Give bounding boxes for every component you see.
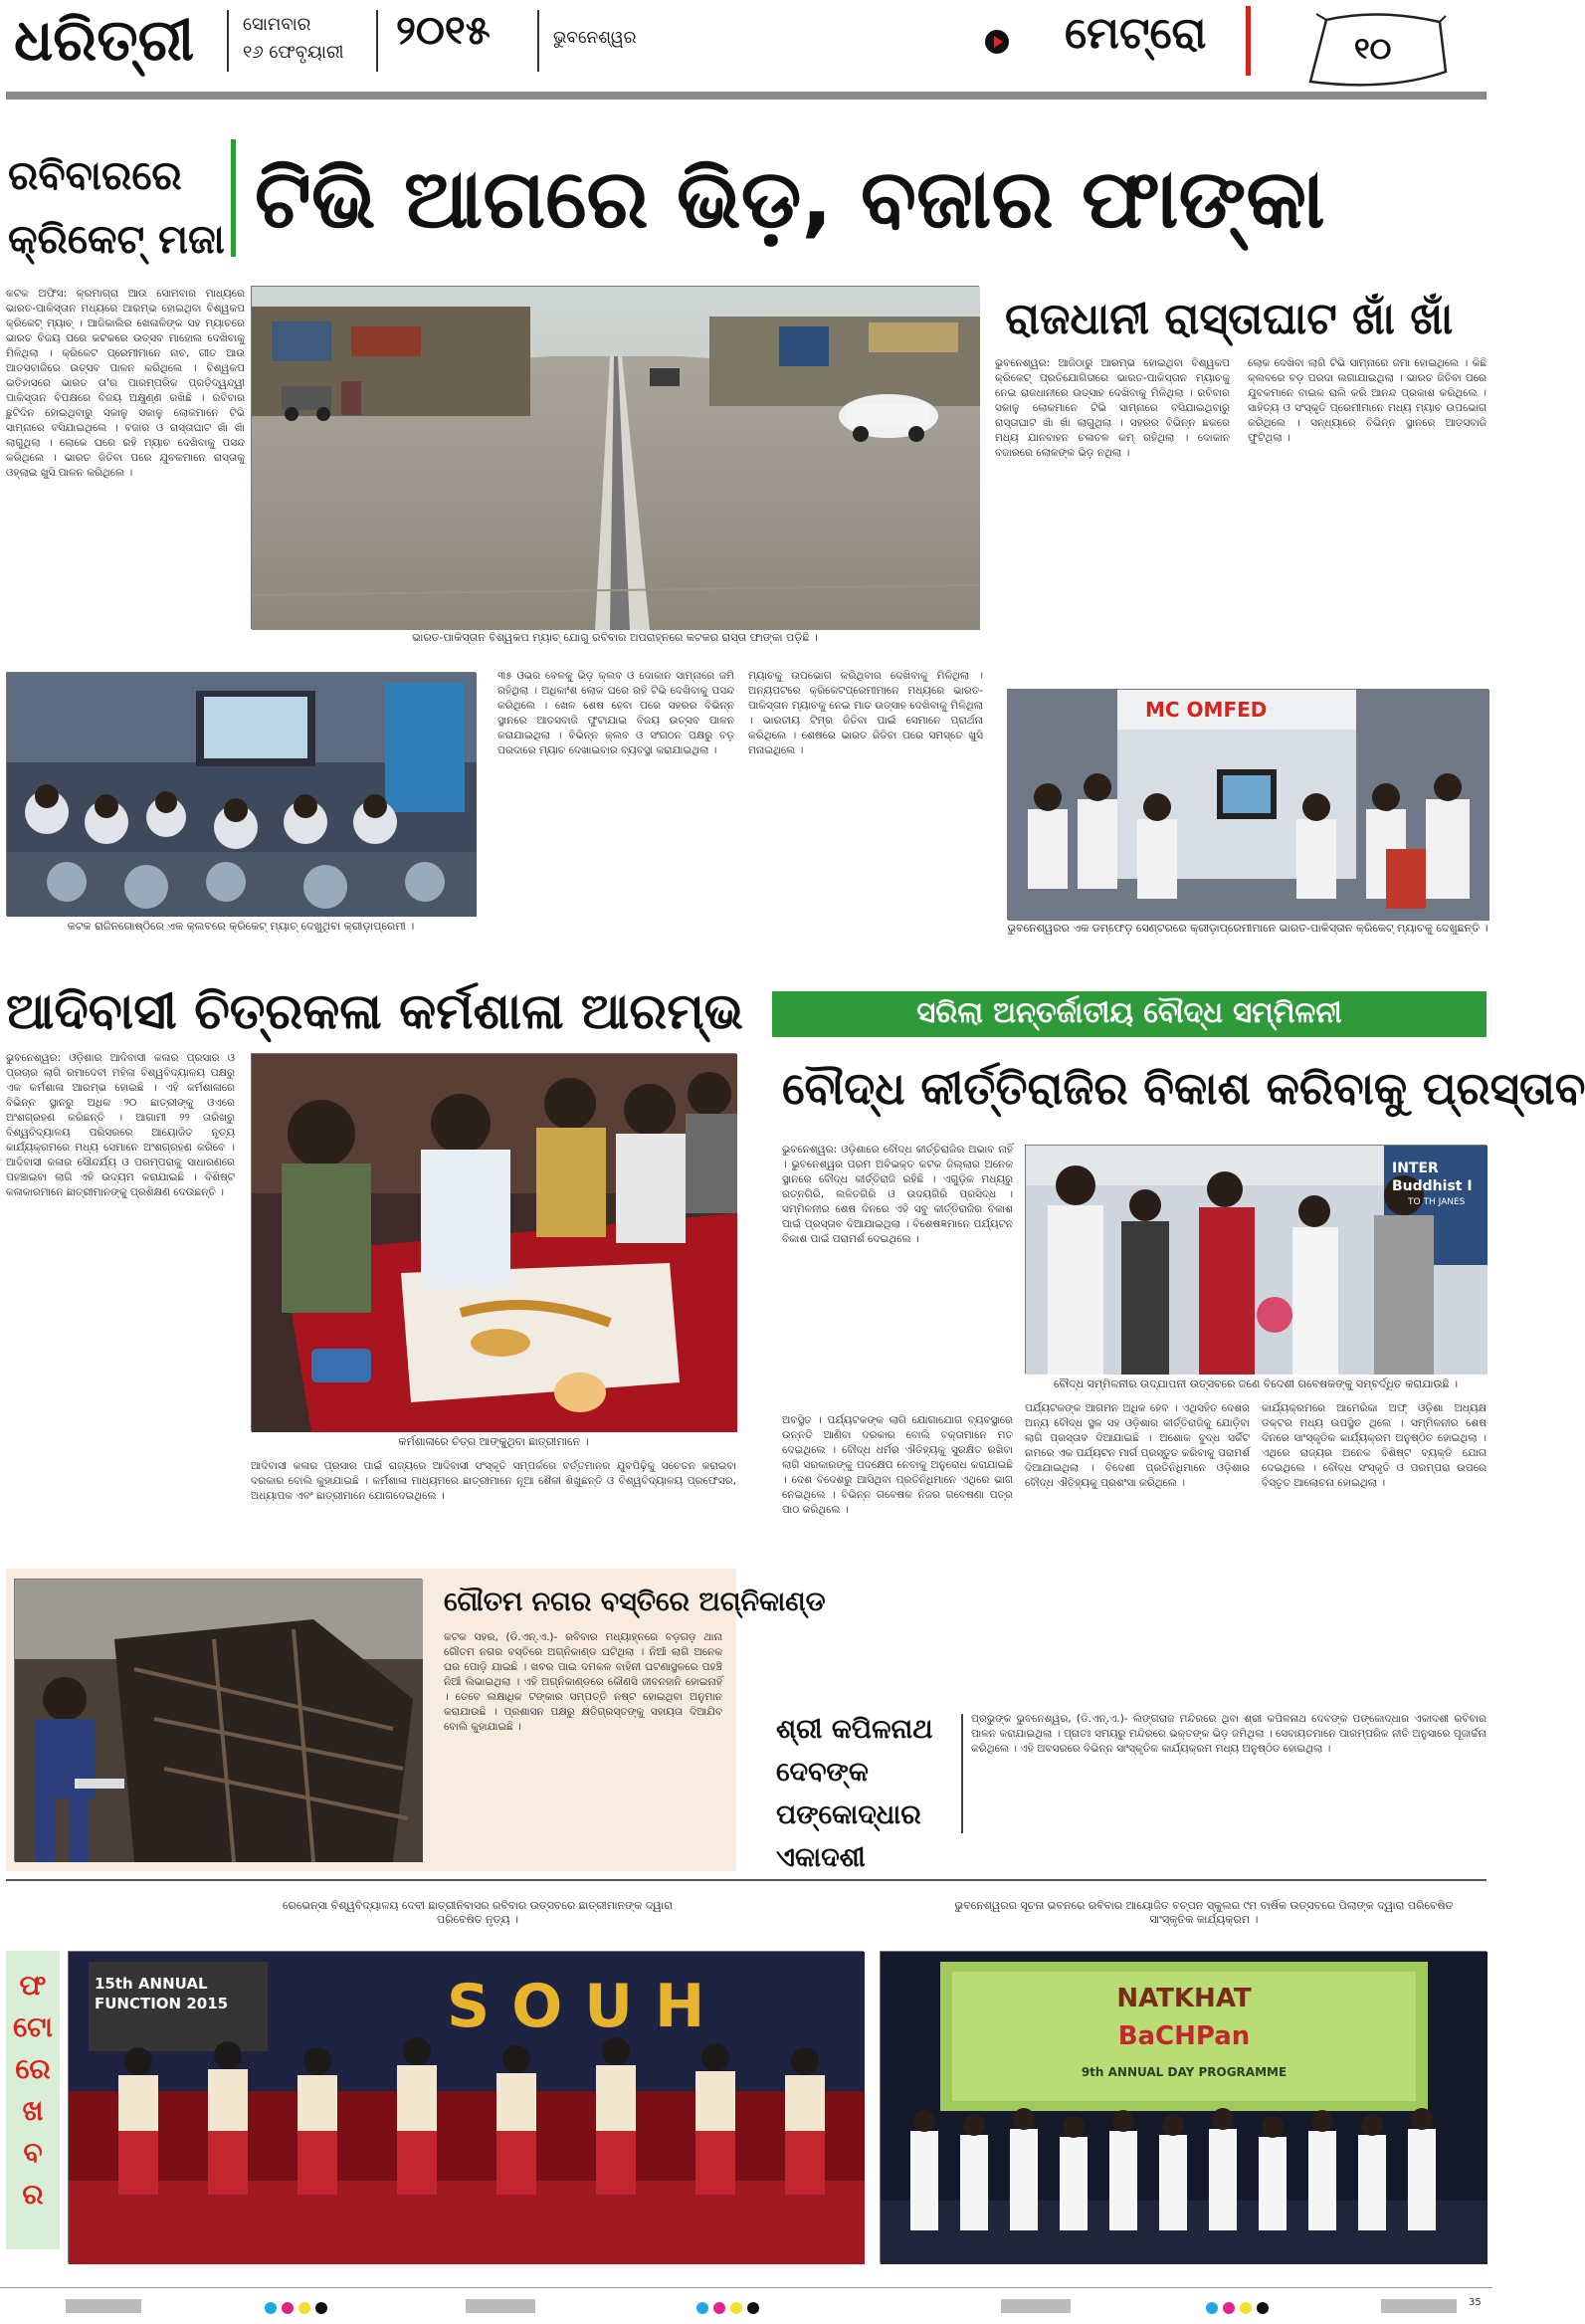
street-photo-caption: ଭାରତ-ପାକିସ୍ତାନ ବିଶ୍ୱକପ ମ୍ୟାଚ୍ ଯୋଗୁ ରବିବାର ଅପରାହ୍ନରେ କଟକର ରାସ୍ତା ଫାଙ୍କା ପଡ଼ିଛି । bbox=[412, 631, 818, 644]
color-swatch-right bbox=[1381, 2299, 1457, 2313]
cmyk-dots-3 bbox=[1206, 2299, 1269, 2318]
tribal-headline: ଆଦିବାସୀ ଚିତ୍ରକଳା କର୍ମଶାଳା ଆରମ୍ଭ bbox=[6, 982, 743, 1040]
tribal-photo-image bbox=[252, 1054, 737, 1432]
lead-col5-text: ଲୋକ ଦେଖିବା ଲାଗି ଟିଭି ସାମ୍ନାରେ ଜମା ହୋଇଥିଲେ । କିଛି କ୍ଲବରେ ବଡ଼ ପରଦା ଲଗାଯାଇଥିଲା । ଭାରତ ଜିତିବା ପରେ ଯୁବକମାନେ ବାଇକ ରାଲି କରି ଆନନ୍ଦ ପ୍ରକାଶ କରିଥିଲେ । ସାହିତ୍ୟ ଓ ସଂସ୍କୃତି ପ୍ରେମୀମାନେ ମଧ୍ୟ ମ୍ୟାଚ ଉପଭୋଗ କରିଥିଲେ । ସନ୍ଧ୍ୟାରେ ବିଭିନ୍ନ ସ୍ଥାନରେ ଆତସବାଜି ଫୁଟିଥିଲା । bbox=[1248, 357, 1486, 444]
section-accent-bar bbox=[1246, 6, 1251, 76]
club-photo-caption: କଟକ ରାଜିନଗୋଷ୍ଠିରେ ଏକ କ୍ଲବରେ କ୍ରିକେଟ୍ ମ୍ୟାଚ୍ ଦେଖୁଥିବା କ୍ରୀଡ଼ାପ୍ରେମୀ । bbox=[67, 920, 415, 933]
photo-news-label-char-4: ବ bbox=[23, 2136, 43, 2169]
street-photo[interactable] bbox=[251, 286, 979, 629]
fire-story bbox=[6, 1569, 826, 1871]
kids-banner-2: BaCHPan bbox=[1117, 2021, 1251, 2051]
section-name[interactable]: ମେଟ୍ରୋ bbox=[1065, 8, 1207, 59]
registration-marks bbox=[0, 2297, 1492, 2321]
photo-news-label-char-5: ର bbox=[22, 2178, 44, 2211]
lead-kicker: ରବିବାରରେ କ୍ରିକେଟ୍ ମଜା bbox=[8, 153, 225, 263]
buddhist-sign: INTER Buddhist I bbox=[1392, 1161, 1473, 1194]
club-photo[interactable] bbox=[6, 672, 476, 916]
buddhist-body-col1: ଅବସ୍ଥିତ । ପର୍ଯ୍ୟଟକଙ୍କ ଲାଗି ଯୋଗାଯୋଗ ବ୍ୟବସ୍ଥାରେ ଉନ୍ନତି ଆଣିବା ଦରକାର ବୋଲି ବକ୍ତାମାନେ ମତ ଦେଇଥିଲେ । ବୌଦ୍ଧ ଧର୍ମର ଐତିହ୍ୟକୁ ସୁରକ୍ଷିତ ରଖିବା ଲାଗି ସରକାରଙ୍କୁ ପଦକ୍ଷେପ ନେବାକୁ ଅନୁରୋଧ କରାଯାଇଛି । ଦେଶ ବିଦେଶରୁ ଆସିଥିବା ପ୍ରତିନିଧିମାନେ ଏଥିରେ ଭାଗ ନେଇଥିଲେ । ବିଭିନ୍ନ ଗବେଷକ ନିଜର ଗବେଷଣା ପତ୍ର ପାଠ କରିଥିଲେ । bbox=[782, 1414, 1013, 1516]
lead-col3-text: ମ୍ୟାଚକୁ ଉପଭୋଗ କରିଥିବାର ଦେଖିବାକୁ ମିଳିଥିଲା । ଅନ୍ୟପଟରେ କ୍ରିକେଟପ୍ରେମୀମାନେ ମଧ୍ୟରେ ଭାରତ-ପାକିସ୍ତାନ ମ୍ୟାଚକୁ ନେଇ ମାତ ଉତ୍ସାହ ଦେଖିବାକୁ ମିଳିଥିଲା । ଭାରତୀୟ ଟିମ୍ର ଜିତିବା ପାଇଁ ସେମାନେ ପ୍ରାର୍ଥନା କରିଥିଲେ । ଶେଷରେ ଭାରତ ଜିତିବା ପରେ ସମସ୍ତେ ଖୁସି ମନାଇଥିଲେ । bbox=[748, 670, 983, 756]
masthead-logo[interactable]: ଧରିତ୍ରୀ bbox=[14, 6, 195, 74]
tribal-photo-caption: କର୍ମଶାଳାରେ ଚିତ୍ର ଆଙ୍କୁଥିବା ଛାତ୍ରୀମାନେ । bbox=[398, 1435, 589, 1448]
photo-news-top-rule bbox=[6, 1879, 1486, 1881]
dance-photo[interactable] bbox=[68, 1951, 864, 2263]
buddhist-photo[interactable] bbox=[1025, 1145, 1486, 1373]
masthead-day: ସୋମବାର bbox=[243, 14, 311, 35]
cmyk-dots-2 bbox=[696, 2299, 759, 2318]
color-swatch-mid-left bbox=[466, 2299, 535, 2313]
page-number-badge bbox=[1308, 12, 1448, 88]
masthead-rule bbox=[6, 92, 1486, 100]
photo-news-caption-right: ଭୁବନେଶ୍ୱରର ସୂଚନା ଭବନରେ ରବିବାର ଆୟୋଜିତ ବଚ୍‌ପନ ସ୍କୁଲର ୯ମ ବାର୍ଷିକ ଉତ୍ସବରେ ପିଲାଙ୍କ ଦ୍ୱାରା ପରିବେଷିତ ସାଂସ୍କୃତିକ କାର୍ଯ୍ୟକ୍ରମ । bbox=[954, 1899, 1454, 1926]
tribal-body-bottom: ଆଦିବାସୀ କଳାର ପ୍ରସାର ପାଇଁ ରାଜ୍ୟରେ ଆଦିବାସୀ ସଂସ୍କୃତି ସମ୍ପର୍କରେ ବର୍ତ୍ତମାନର ଯୁବପିଢ଼ିକୁ ସଚେତନ କରାଇବା ଦରକାର ବୋଲି କୁହାଯାଇଛି । କର୍ମଶାଳା ମାଧ୍ୟମରେ ଛାତ୍ରୀମାନେ ନୂଆ ଶୈଳୀ ଶିଖୁଛନ୍ତି ଓ ବିଶ୍ୱବିଦ୍ୟାଳୟ ପ୍ରଫେସର, ଅଧ୍ୟାପକ ଏବଂ ଛାତ୍ରୀମାନେ ଯୋଗଦେଇଥିଲେ । bbox=[251, 1460, 736, 1502]
fire-body: କଟକ ସହର, (ଡି.ଏନ୍.ଏ.)- ରବିବାର ମଧ୍ୟାହ୍ନରେ ବଡ଼ଗଡ଼ ଥାନା ଗୌତମ ନଗର ବସ୍ତିରେ ଅଗ୍ନିକାଣ୍ଡ ଘଟିଥିଲା । ନିଆଁ ଲାଗି ଅନେକ ଘର ପୋଡ଼ି ଯାଇଛି । ଖବର ପାଇ ଦମକଳ ବାହିନୀ ଘଟଣାସ୍ଥଳରେ ପହଞ୍ଚି ନିଆଁ ଲିଭାଇଥିଲା । ଏହି ଅଗ୍ନିକାଣ୍ଡରେ କୌଣସି ଜୀବନହାନି ହୋଇନାହିଁ । ତେବେ ଲକ୍ଷାଧିକ ଟଙ୍କାର ସମ୍ପତ୍ତି ନଷ୍ଟ ହୋଇଥିବା ଅନୁମାନ କରାଯାଉଛି । ପ୍ରଶାସନ ପକ୍ଷରୁ କ୍ଷତିଗ୍ରସ୍ତଙ୍କୁ ସହାୟତା ଦିଆଯିବ ବୋଲି କୁହାଯାଇଛି । bbox=[444, 1631, 722, 1733]
tribal-body-left: ଭୁବନେଶ୍ୱର: ଓଡ଼ିଶାର ଆଦିବାସୀ କଳାର ପ୍ରସାର ଓ ପ୍ରଚାର ଲାଗି ରମାଦେବୀ ମହିଳା ବିଶ୍ୱବିଦ୍ୟାଳୟ ପକ୍ଷରୁ ଏକ କର୍ମଶାଳା ଆରମ୍ଭ ହୋଇଛି । ଏହି କର୍ମଶାଳାରେ ବିଭିନ୍ନ ସ୍ଥାନରୁ ଅଧିକ ୨୦ ଛାତ୍ରୀଙ୍କୁ ଓଏରେ ଅଂଶଗ୍ରହଣ କରିଛନ୍ତି । ଆଗାମୀ ୨୨ ତାରିଖରୁ ବିଶ୍ୱବିଦ୍ୟାଳୟ ପରିସରରେ ଆୟୋଜିତ ନୃତ୍ୟ କାର୍ଯ୍ୟକ୍ରମରେ ମଧ୍ୟ ସେମାନେ ଅଂଶଗ୍ରହଣ କରିବେ । ଆଦିବାସୀ କଳାର ସୌନ୍ଦର୍ଯ୍ୟ ଓ ପରମ୍ପରାକୁ ସାଧାରଣରେ ପହଞ୍ଚାଇବା ଲାଗି ଏହି ଉଦ୍ୟମ କରାଯାଇଛି । ବିଶିଷ୍ଟ କଳାକାରମାନେ ଛାତ୍ରୀମାନଙ୍କୁ ପ୍ରଶିକ୍ଷଣ ଦେଉଛନ୍ତି । bbox=[6, 1052, 235, 1198]
club-photo-image bbox=[7, 673, 477, 917]
buddhist-body-top: ଭୁବନେଶ୍ୱର: ଓଡ଼ିଶାରେ ବୌଦ୍ଧ କୀର୍ତ୍ତିରାଜିର ଅଭାବ ନାହିଁ । ଭୁବନେଶ୍ୱର ପରମ ଅବିଭକ୍ତ କଟକ ଜିଲ୍ଲାର ଅନେକ ସ୍ଥାନରେ ବୌଦ୍ଧ କୀର୍ତ୍ତିରାଜି ରହିଛି । ଏଗୁଡ଼ିକ ମଧ୍ୟରୁ ରତ୍ନଗିରି, ଲଳିତଗିରି ଓ ଉଦୟଗିରି ପ୍ରସିଦ୍ଧ । ସମ୍ମିଳନୀର ଶେଷ ଦିନରେ ଏହି ସବୁ କୀର୍ତ୍ତିରାଜିର ବିକାଶ ପାଇଁ ପ୍ରସ୍ତାବ ଦିଆଯାଇଥିଲା । ବିଶେଷଜ୍ଞମାନେ ପର୍ଯ୍ୟଟନ ବିକାଶ ପାଇଁ ପରାମର୍ଶ ଦେଇଥିଲେ । bbox=[782, 1144, 1013, 1245]
buddhist-banner-text: ସରିଲା ଅନ୍ତର୍ଜାତୀୟ ବୌଦ୍ଧ ସମ୍ମିଳନୀ bbox=[916, 995, 1342, 1029]
lead-subhead: ରାଜଧାନୀ ରାସ୍ତାଘାଟ ଖାଁ ଖାଁ bbox=[1005, 294, 1454, 344]
kids-banner-3: 9th ANNUAL DAY PROGRAMME bbox=[1081, 2065, 1288, 2079]
photo-news-label-char-1: ଟୋ bbox=[13, 2010, 53, 2043]
photo-news-label-char-3: ଖ bbox=[22, 2094, 44, 2127]
fire-headline: ଗୌତମ ନଗର ବସ୍ତିରେ ଅଗ୍ନିକାଣ୍ଡ bbox=[444, 1586, 826, 1617]
photo-news-caption-left: ରେଭେନ୍ସା ବିଶ୍ୱବିଦ୍ୟାଳୟ ଦେବୀ ଛାତ୍ରୀନିବାସର ରବିବାର ଉତ୍ସବରେ ଛାତ୍ରୀମାନଙ୍କ ଦ୍ୱାରା ପରିବେଷିତ ନୃତ୍ୟ । bbox=[282, 1899, 673, 1926]
buddhist-sign-small: TO TH JANES bbox=[1408, 1197, 1466, 1207]
kids-photo[interactable] bbox=[880, 1951, 1486, 2263]
footer-rule bbox=[0, 2287, 1492, 2288]
lead-col4-text: ଭୁବନେଶ୍ୱର: ଆଜିଠାରୁ ଆରମ୍ଭ ହୋଇଥିବା ବିଶ୍ୱକପ କ୍ରିକେଟ୍ ପ୍ରତିଯୋଗିତାରେ ଭାରତ-ପାକିସ୍ତାନ ମ୍ୟାଚକୁ ନେଇ ରାଜଧାନୀରେ ଉତ୍ସାହ ଦେଖିବାକୁ ମିଳିଥିଲା । ରବିବାର ସକାଳୁ ଲୋକମାନେ ଟିଭି ସାମ୍ନାରେ ବସିଯାଇଥିବାରୁ ରାସ୍ତାଘାଟ ଖାଁ ଖାଁ ଲାଗୁଥିଲା । ସହରର ବିଭିନ୍ନ ଛକରେ ମଧ୍ୟ ଯାନବାହନ ଚଳାଚଳ କମ୍ ରହିଥିଲା । ଦୋକାନ ବଜାରରେ ଲୋକଙ୍କ ଭିଡ଼ ନଥିଲା । bbox=[995, 357, 1230, 459]
lead-col1-text: କଟକ ଅଫିସ: କ୍ରମାଗ୍ରା ଆଉ ସୋମବାର ମାଧ୍ୟରେ ଭାରତ-ପାକିସ୍ତାନ ମଧ୍ୟରେ ଆରମ୍ଭ ହୋଇଥିବା ବିଶ୍ୱକପ କ୍ରିକେଟ୍ ମ୍ୟାଚ୍ । ଆଜିକାଲିର ଖେଳାଳିଙ୍କ ସହ ମ୍ୟାଚରେ ଭାରତ ବିଜୟ ପରେ କଟକରେ ଉତ୍ସବ ମାହୋଲ ଦେଖିବାକୁ ମିଳିଥିଲା । କ୍ରିକେଟ ପ୍ରେମୀମାନେ ନାଚ, ଗୀତ ଆଉ ଆତସବାଜିରେ ଉତ୍ସବ ପାଳନ କରିଥିଲେ । ବିଶ୍ୱକପ ଇତିହାସରେ ଭାରତ ତା'ର ପାରମ୍ପରିକ ପ୍ରତିଦ୍ୱନ୍ଦ୍ୱୀ ପାକିସ୍ତାନ ବିପକ୍ଷରେ ବିଜୟ ଅକ୍ଷୁଣ୍ଣ ରଖିଛି । ରବିବାର ଛୁଟିଦିନ ହୋଇଥିବାରୁ ସକାଳୁ ସକାଳୁ ଲୋକମାନେ ଟିଭି ସାମ୍ନାରେ ବସିଯାଇଥିଲେ । ବଜାର ଓ ରାସ୍ତାଘାଟ ଖାଁ ଖାଁ ଲାଗୁଥିଲା । ଲୋକେ ଘରେ ରହି ମ୍ୟାଚ ଦେଖିବାକୁ ପସନ୍ଦ କରିଥିଲେ । ଭାରତ ଜିତିବା ପରେ ଯୁବକମାନେ ରାସ୍ତାକୁ ଓହ୍ଲାଇ ଖୁସି ପାଳନ କରିଥିଲେ । bbox=[6, 288, 245, 479]
page-number: ୧୦ bbox=[1354, 32, 1392, 67]
color-swatch-mid-right bbox=[1001, 2299, 1071, 2313]
tribal-photo[interactable] bbox=[251, 1053, 736, 1431]
masthead bbox=[0, 0, 1492, 109]
color-swatch-left bbox=[66, 2299, 141, 2313]
fire-photo-image bbox=[15, 1580, 423, 1862]
masthead-year: ୨୦୧୫ bbox=[396, 8, 491, 54]
dance-banner-big: SOUH bbox=[447, 1972, 727, 2041]
buddhist-body-col2: ପର୍ଯ୍ୟଟକଙ୍କ ଆଗମନ ଅଧିକ ହେବ । ଏଥିସହିତ ଦେଶର ଅନ୍ୟ ବୌଦ୍ଧ ସ୍ଥଳ ସହ ଓଡ଼ିଶାର କୀର୍ତ୍ତିରାଜିକୁ ଯୋଡ଼ିବା ଲାଗି ପ୍ରସ୍ତାବ ଦିଆଯାଇଛି । ଅଶୋକ ବୁଦ୍ଧ ସର୍କିଟ ନାମରେ ଏକ ପର୍ଯ୍ୟଟନ ମାର୍ଗ ପ୍ରସ୍ତୁତ କରିବାକୁ ପରାମର୍ଶ ଦିଆଯାଇଥିଲା । ବିଦେଶୀ ପ୍ରତିନିଧିମାନେ ଓଡ଼ିଶାର ବୌଦ୍ଧ ଐତିହ୍ୟକୁ ପ୍ରଶଂସା କରିଥିଲେ । bbox=[1025, 1402, 1250, 1489]
buddhist-photo-caption: ବୌଦ୍ଧ ସମ୍ମିଳନୀର ଉଦ୍‌ଯାପନୀ ଉତ୍ସବରେ ଜଣେ ବିଦେଶୀ ଗବେଷକଙ୍କୁ ସମ୍ବର୍ଦ୍ଧିତ କରାଯାଉଛି । bbox=[1053, 1377, 1459, 1390]
omfed-photo[interactable] bbox=[1007, 689, 1488, 920]
street-photo-image bbox=[252, 287, 980, 630]
buddhist-banner bbox=[772, 991, 1486, 1037]
photo-news-label bbox=[6, 1951, 60, 2249]
dance-banner-text: 15th ANNUAL FUNCTION 2015 bbox=[95, 1975, 229, 2012]
fire-photo[interactable] bbox=[14, 1579, 422, 1861]
lead-col2-text: ୩୫ ଓଭର ବେଳକୁ ଭିଡ଼ କ୍ଲବ ଓ ଦୋକାନ ସାମ୍ନାରେ ଜମି ରହିଥିଲା । ଅଧିକାଂଶ ଲୋକ ଘରେ ରହି ଟିଭି ଦେଖିବାକୁ ପସନ୍ଦ କରିଥିଲେ । ଖେଳ ଶେଷ ହେବା ପରେ ସହରର ବିଭିନ୍ନ ସ୍ଥାନରେ ଆତସବାଜି ଫୁଟାଯାଇ ବିଜୟ ଉତ୍ସବ ପାଳନ କରାଯାଇଥିଲା । ବିଭିନ୍ନ କ୍ଲବ ଓ ସଂଗଠନ ପକ୍ଷରୁ ବଡ଼ ପରଦାରେ ମ୍ୟାଚ ଦେଖାଇବାର ବ୍ୟବସ୍ଥା କରାଯାଇଥିଲା । bbox=[497, 670, 734, 756]
masthead-city: ଭୁବନେଶ୍ୱର bbox=[553, 28, 637, 48]
photo-news-label-char-0: ଫ bbox=[19, 1969, 47, 2002]
kapilanath-body: ପ୍ରଭୁଙ୍କ ଭୁବନେଶ୍ୱର, (ଡି.ଏନ୍.ଏ.)- ଲିଙ୍ଗରାଜ ମନ୍ଦିରରେ ଥିବା ଶ୍ରୀ କପିଳନାଥ ଦେବଙ୍କ ପଙ୍କୋଦ୍ଧାର ଏକାଦଶୀ ରବିବାର ପାଳନ କରାଯାଇଥିଲା । ପ୍ରାତଃ ସମୟରୁ ମନ୍ଦିରରେ ଭକ୍ତଙ୍କ ଭିଡ଼ ଜମିଥିଲା । ସେବାୟତମାନେ ପାରମ୍ପରିକ ନୀତି ଅନୁସାରେ ପୂଜାର୍ଚ୍ଚନା କରିଥିଲେ । ଏହି ଅବସରରେ ବିଭିନ୍ନ ସାଂସ୍କୃତିକ କାର୍ଯ୍ୟକ୍ରମ ମଧ୍ୟ ଅନୁଷ୍ଠିତ ହୋଇଥିଲା । bbox=[971, 1713, 1486, 1755]
kapilanath-headline: ଶ୍ରୀ କପିଳନାଥ ଦେବଙ୍କ ପଙ୍କୋଦ୍ଧାର ଏକାଦଶୀ bbox=[776, 1714, 933, 1873]
footer-page-num: 35 bbox=[1469, 2297, 1482, 2308]
cmyk-dots-1 bbox=[265, 2299, 327, 2318]
kapilanath-divider bbox=[961, 1714, 963, 1833]
masthead-date: ୧୬ ଫେବୃୟାରୀ bbox=[243, 42, 344, 63]
omfed-photo-caption: ଭୁବନେଶ୍ୱରର ଏକ ଡମ୍‌ଫେଡ଼ ସେଣ୍ଟରରେ କ୍ରୀଡ଼ାପ୍ରେମୀମାନେ ଭାରତ-ପାକିସ୍ତାନ କ୍ରିକେଟ୍ ମ୍ୟାଚକୁ ଦେଖୁଛନ୍ତି । bbox=[1007, 922, 1488, 935]
play-icon[interactable] bbox=[985, 30, 1009, 54]
buddhist-headline: ବୌଦ୍ଧ କୀର୍ତ୍ତିରାଜିର ବିକାଶ କରିବାକୁ ପ୍ରସ୍ତାବ bbox=[782, 1062, 1585, 1115]
buddhist-body-col3: କାର୍ଯ୍ୟକ୍ରମରେ ଆମେରିକା ଅଫ୍ ଓଡ଼ିଶା ଅଧ୍ୟକ୍ଷ ଡକ୍ଟର ମଧ୍ୟ ଉପସ୍ଥିତ ଥିଲେ । ସମ୍ମିଳନୀର ଶେଷ ଦିନରେ ସାଂସ୍କୃତିକ କାର୍ଯ୍ୟକ୍ରମ ଅନୁଷ୍ଠିତ ହୋଇଥିଲା । ଏଥିରେ ରାଜ୍ୟର ଅନେକ ବିଶିଷ୍ଟ ବ୍ୟକ୍ତି ଯୋଗ ଦେଇଥିଲେ । ବୌଦ୍ଧ ସଂସ୍କୃତି ଓ ପରମ୍ପରା ଉପରେ ବିସ୍ତୃତ ଆଲୋଚନା ହୋଇଥିଲା । bbox=[1262, 1402, 1486, 1489]
kids-banner-1: NATKHAT bbox=[1116, 1984, 1252, 2013]
lead-kicker-divider bbox=[231, 139, 236, 257]
lead-headline: ଟିଭି ଆଗରେ ଭିଡ଼, ବଜାର ଫାଙ୍କା bbox=[255, 152, 1325, 247]
omfed-photo-image bbox=[1008, 690, 1489, 921]
photo-news-label-char-2: ରେ bbox=[15, 2052, 51, 2085]
omfed-sign: MC OMFED bbox=[1145, 698, 1268, 722]
